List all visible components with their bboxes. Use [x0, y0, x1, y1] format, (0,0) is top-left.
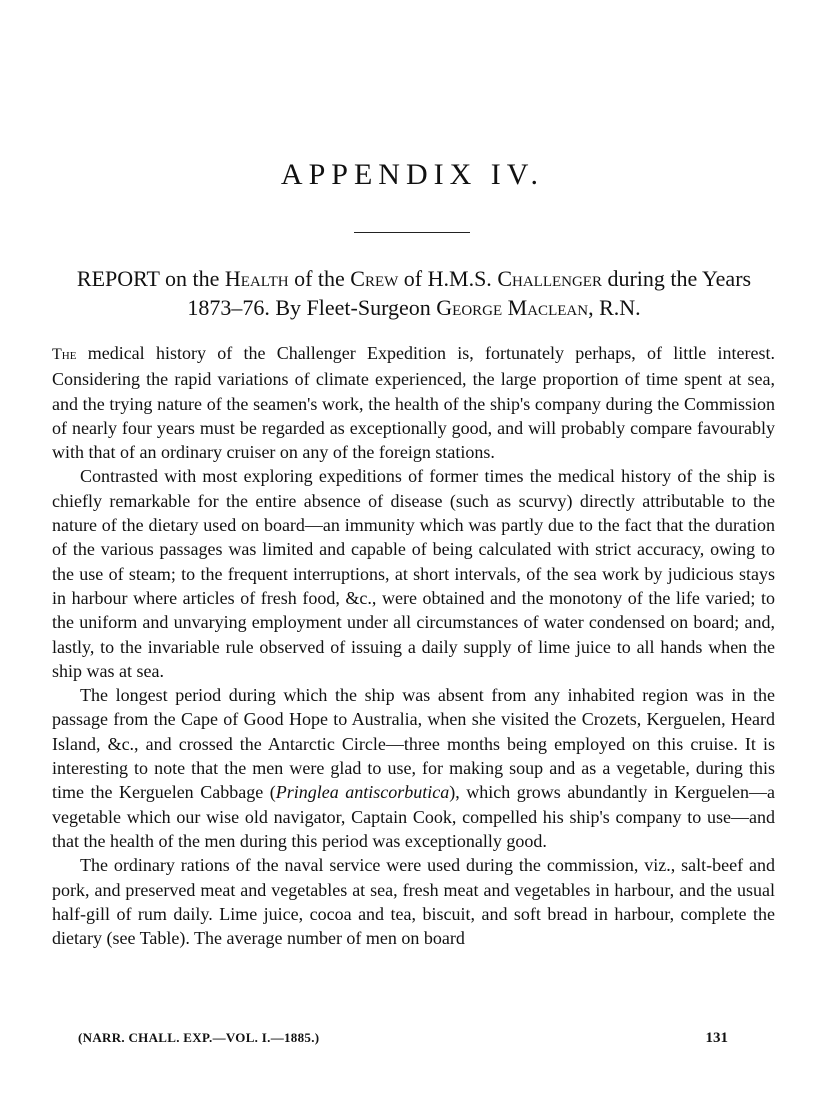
- page-number: 131: [705, 1030, 728, 1046]
- appendix-heading: APPENDIX IV.: [280, 158, 545, 191]
- footer-citation: (NARR. CHALL. EXP.—VOL. I.—1885.): [78, 1030, 320, 1045]
- paragraph-text: The longest period during which the ship was absent from any inhabited region was in the passage from the Cape of Good Hope to Australia, when she visited the Crozets, Kerguelen, Heard Island, &c., and crossed the Antarctic Circle—three months being employed on this cruise. It is interesting to note that the men were glad to use, for making soup and as a vegetable, during this time the Kerguelen Cabbage (: [52, 685, 775, 803]
- title-divider-rule: [354, 232, 470, 233]
- report-title: [58, 264, 770, 322]
- report-title-text: during the Years 1873–76. By Fleet-Surgeon: [187, 266, 752, 320]
- paragraph-2: Contrasted with most exploring expeditions of former times the medical history of the ship is chiefly remarkable for the entire absence of disease (such as scurvy) directly attributable to the nature of the dietary used on board—an immunity which was partly due to the fact that the duration of the various passages was limited and capable of being calculated with strict accuracy, owing to the use of steam; to the frequent interruptions, at short intervals, of the sea work by judicious stays in harbour where articles of fresh food, &c., were obtained and the monotony of the life varied; to the uniform and unvarying employment under all circumstances of water condensed on board; and, lastly, to the invariable rule observed of issuing a daily supply of lime juice to all hands when the ship was at sea.: [52, 466, 775, 681]
- paragraph-4: The ordinary rations of the naval service were used during the commission, viz., salt-beef and pork, and preserved meat and vegetables at sea, fresh meat and vegetables in harbour, and the usual half-gill of rum daily. Lime juice, cocoa and tea, biscuit, and soft bread in harbour, complete the dietary (see Table). The average number of men on board: [52, 855, 775, 949]
- report-title-text: of the: [288, 266, 351, 291]
- paragraph-lead-word: The: [52, 346, 77, 363]
- report-title-text: of H.M.S.: [398, 266, 498, 291]
- report-title-health: Health: [224, 266, 289, 291]
- species-name: Pringlea antiscorbutica: [275, 782, 450, 803]
- paragraph-text: medical history of the Challenger Expedition is, fortunately perhaps, of little interest. Considering the rapid variations of climate experienced, the large proportion of time spent at sea, and the trying nature of the seamen's work, the health of the ship's company during the Commission of nearly four years must be regarded as exceptionally good, and will probably compare favourably with that of an ordinary cruiser on any of the foreign stations.: [52, 343, 775, 463]
- paragraph-3: [52, 683, 775, 853]
- report-body: [52, 341, 775, 950]
- report-title-text: , R.N.: [588, 295, 641, 320]
- report-title-crew: Crew: [350, 266, 399, 291]
- paragraph-text: ), which grows abundantly in Kerguelen—a vegetable which our wise old navigator, Captain Cook, compelled his ship's company to use—and that the health of the men during this period was exceptionally good.: [52, 782, 776, 851]
- report-title-ship: Challenger: [497, 266, 602, 291]
- paragraph-1: [52, 341, 775, 464]
- report-title-author: George Maclean: [436, 295, 589, 320]
- report-title-text: REPORT on the: [76, 266, 225, 291]
